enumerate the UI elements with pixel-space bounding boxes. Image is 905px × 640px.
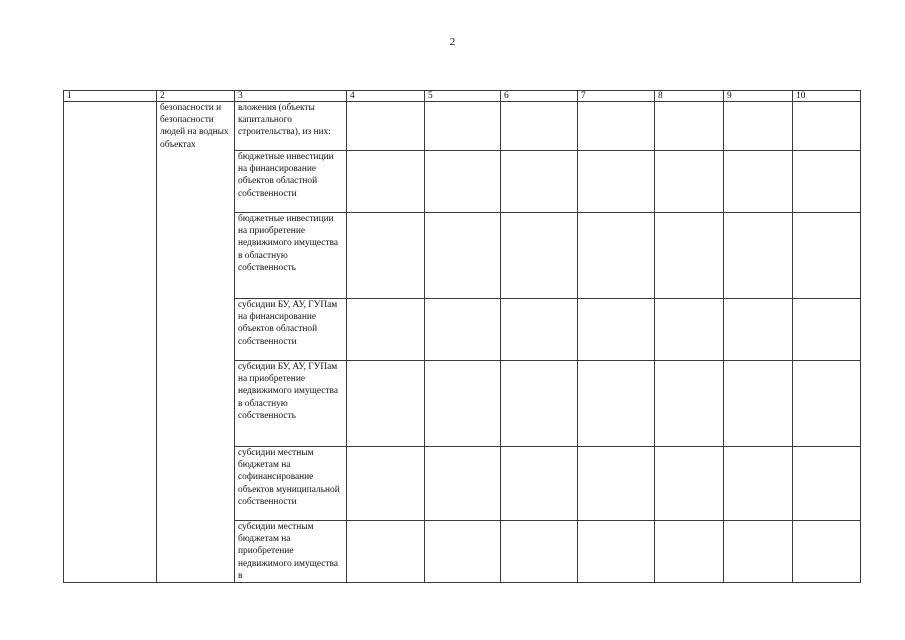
table-cell	[501, 299, 578, 361]
table-cell	[578, 102, 655, 151]
table-cell	[425, 151, 501, 213]
table-cell	[793, 102, 861, 151]
column-header: 3	[235, 91, 347, 102]
column-header: 5	[425, 91, 501, 102]
column-header: 9	[724, 91, 793, 102]
column-header: 6	[501, 91, 578, 102]
column-header: 1	[64, 91, 157, 102]
table-cell	[501, 102, 578, 151]
table-cell	[347, 102, 425, 151]
table-cell	[724, 299, 793, 361]
table-cell	[724, 521, 793, 583]
table-cell	[655, 447, 724, 521]
column-header: 10	[793, 91, 861, 102]
table-cell	[347, 151, 425, 213]
table-cell	[724, 361, 793, 447]
table-cell	[425, 102, 501, 151]
table-cell	[655, 521, 724, 583]
table-cell	[578, 151, 655, 213]
table-cell	[347, 447, 425, 521]
column-header: 8	[655, 91, 724, 102]
column-header: 2	[157, 91, 235, 102]
table-cell	[347, 299, 425, 361]
table-cell	[501, 213, 578, 299]
row-label: бюджетные инвестиции на финансирование объектов областной собственности	[235, 151, 347, 213]
budget-table	[63, 90, 861, 583]
table-cell	[578, 213, 655, 299]
row-label: вложения (объекты капитального строительства), из них:	[235, 102, 347, 151]
table-cell	[724, 151, 793, 213]
table-cell	[347, 361, 425, 447]
page-number: 2	[449, 36, 456, 48]
table-cell	[655, 361, 724, 447]
row-label: субсидии БУ, АУ, ГУПам на приобретение недвижимого имущества в областную собственность	[235, 361, 347, 447]
row-label: субсидии БУ, АУ, ГУПам на финансирование объектов областной собственности	[235, 299, 347, 361]
table-cell	[578, 447, 655, 521]
table-cell	[655, 102, 724, 151]
column-header: 7	[578, 91, 655, 102]
table-cell	[501, 151, 578, 213]
table-cell	[501, 361, 578, 447]
table-cell	[793, 299, 861, 361]
row-label: субсидии местным бюджетам на приобретение недвижимого имущества в	[235, 521, 347, 583]
header-row	[64, 91, 861, 102]
table-cell	[793, 521, 861, 583]
table-cell	[425, 447, 501, 521]
row-label: бюджетные инвестиции на приобретение недвижимого имущества в областную собственность	[235, 213, 347, 299]
table-cell	[425, 299, 501, 361]
column-header: 4	[347, 91, 425, 102]
table-cell	[724, 102, 793, 151]
table-cell	[724, 447, 793, 521]
table-cell	[793, 213, 861, 299]
table-cell	[793, 361, 861, 447]
table-cell	[425, 213, 501, 299]
table-row	[64, 102, 861, 151]
table-cell	[425, 361, 501, 447]
row-label: субсидии местным бюджетам на софинансирование объектов муниципальной собственности	[235, 447, 347, 521]
table-cell	[501, 521, 578, 583]
table-cell	[793, 151, 861, 213]
table-cell	[578, 299, 655, 361]
table-cell	[425, 521, 501, 583]
table-cell	[64, 102, 157, 583]
table-cell	[501, 447, 578, 521]
table-cell	[655, 299, 724, 361]
table-cell	[655, 213, 724, 299]
table-cell	[655, 151, 724, 213]
table-cell	[793, 447, 861, 521]
table-cell	[724, 213, 793, 299]
table-cell	[578, 521, 655, 583]
table-cell	[347, 213, 425, 299]
table-cell	[578, 361, 655, 447]
purpose-cell: безопасности и безопасности людей на водных объектах	[157, 102, 235, 583]
table-cell	[347, 521, 425, 583]
